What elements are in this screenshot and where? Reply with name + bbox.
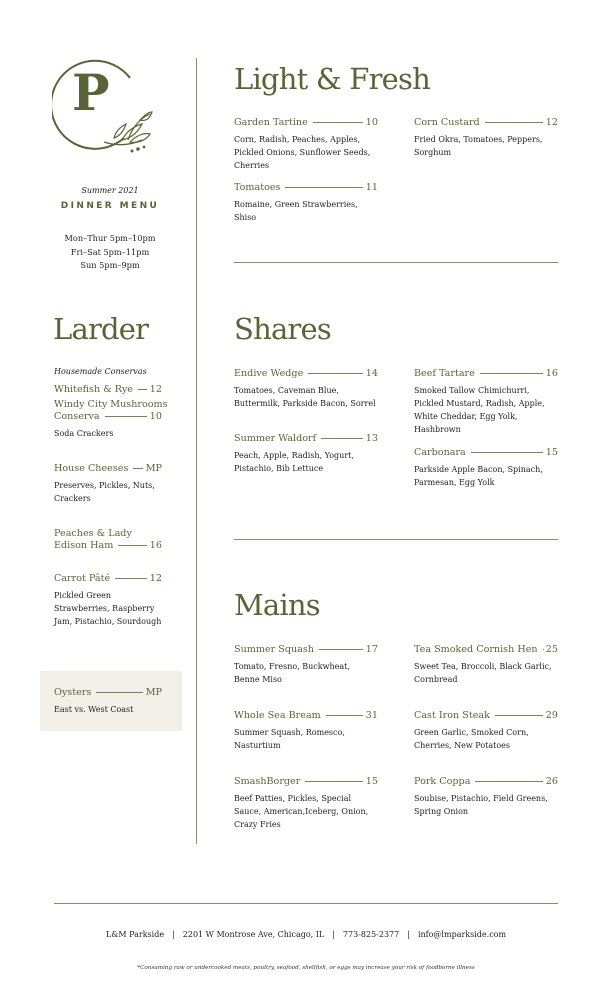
footer-separator: | [332, 930, 335, 939]
item-description: Soda Crackers [54, 429, 114, 438]
item-price: 17 [365, 644, 378, 655]
item-description: Tomatoes, Caveman Blue, Buttermilk, Parkside Bacon, Sorrel [234, 386, 376, 408]
item-name: Peaches & Lady [54, 528, 132, 539]
item-name: Tea Smoked Cornish Hen [414, 644, 538, 655]
menu-item [414, 776, 558, 818]
section-title-mains: Mains [234, 588, 320, 622]
item-name: Windy City Mushrooms [54, 399, 168, 410]
item-name: Cast Iron Steak [414, 710, 490, 721]
item-price: 13 [365, 433, 378, 444]
leader-line [285, 187, 362, 188]
leader-line [480, 373, 543, 374]
item-description: Green Garlic, Smoked Corn, Cherries, New Potatoes [414, 728, 529, 750]
leader-line [115, 578, 147, 579]
item-price: 11 [365, 182, 378, 193]
leader-line [133, 468, 142, 469]
item-name: Endive Wedge [234, 368, 304, 379]
item-price: 16 [149, 540, 162, 551]
item-description: Summer Squash, Romesco, Nasturtium [234, 728, 345, 750]
footer-separator: | [172, 930, 175, 939]
menu-item [54, 687, 162, 716]
item-price: 15 [365, 776, 378, 787]
item-description: Fried Okra, Tomatoes, Peppers, Sorghum [414, 135, 543, 157]
menu-item [54, 573, 162, 628]
item-description: Beef Patties, Pickles, Special Sauce, American,Iceberg, Onion, Crazy Fries [234, 794, 369, 829]
leader-line [495, 715, 543, 716]
item-price: 14 [365, 368, 378, 379]
item-description: Parkside Apple Bacon, Spinach, Parmesan, Egg Yolk [414, 465, 543, 487]
item-description: Romaine, Green Strawberries, Shiso [234, 200, 358, 222]
item-price: 25 [545, 644, 558, 655]
footer-contact [40, 930, 572, 939]
leader-line [319, 649, 363, 650]
item-description: Pickled Green Strawberries, Raspberry Jam, Pistachio, Sourdough [54, 591, 162, 626]
item-description: Tomato, Fresno, Buckwheat, Benne Miso [234, 662, 350, 684]
menu-item [234, 182, 378, 224]
leader-line [471, 452, 543, 453]
item-name: Beef Tartare [414, 368, 475, 379]
item-name: Corn Custard [414, 117, 480, 128]
section-divider [234, 539, 558, 540]
leader-line [138, 389, 147, 390]
item-name: Edison Ham [54, 540, 114, 551]
section-title-larder: Larder [53, 312, 149, 346]
item-description: Smoked Tallow Chimichurri, Pickled Mustard, Radish, Apple, White Cheddar, Egg Yolk, Hashbrown [414, 386, 545, 434]
item-price: MP [145, 463, 162, 474]
leader-line [321, 438, 363, 439]
item-description: Corn, Radish, Peaches, Apples, Pickled Onions, Sunflower Seeds, Cherries [234, 135, 371, 170]
restaurant-email: info@lmparkside.com [417, 930, 507, 939]
menu-title: DINNER MENU [60, 201, 160, 211]
menu-item [414, 447, 558, 489]
footer-divider [54, 903, 558, 904]
leader-line [326, 715, 363, 716]
item-price: 15 [545, 447, 558, 458]
item-price: 12 [545, 117, 558, 128]
leader-line [485, 122, 543, 123]
item-description: Peach, Apple, Radish, Yogurt, Pistachio, Bib Lettuce [234, 451, 354, 473]
menu-item [234, 433, 378, 475]
item-name: SmashBorger [234, 776, 301, 787]
section-title-shares: Shares [234, 312, 331, 346]
item-name: Pork Coppa [414, 776, 471, 787]
item-name: Summer Squash [234, 644, 314, 655]
vertical-divider [196, 58, 197, 844]
menu-item [414, 368, 558, 436]
item-description: Sweet Tea, Broccoli, Black Garlic, Cornbread [414, 662, 552, 684]
menu-item [234, 117, 378, 172]
item-price: 26 [545, 776, 558, 787]
menu-item [414, 710, 558, 752]
item-price: 31 [365, 710, 378, 721]
item-name: Oysters [54, 687, 92, 698]
leader-line [313, 122, 363, 123]
item-price: 12 [149, 384, 162, 395]
menu-item [234, 710, 378, 752]
menu-item [54, 399, 168, 440]
menu-item [234, 776, 378, 831]
section-divider [234, 262, 558, 263]
item-name: Conserva [54, 411, 100, 422]
leader-line [475, 781, 542, 782]
menu-item [414, 117, 558, 159]
restaurant-address: 2201 W Montrose Ave, Chicago, IL [182, 930, 325, 939]
item-name: Carbonara [414, 447, 466, 458]
season-label: Summer 2021 [81, 186, 139, 195]
item-description: Soubise, Pistachio, Field Greens, Spring Onion [414, 794, 548, 816]
item-name: Garden Tartine [234, 117, 308, 128]
item-name: Carrot Pâté [54, 573, 111, 584]
item-price: MP [145, 687, 162, 698]
leader-line [96, 692, 142, 693]
menu-item [234, 644, 378, 686]
menu-item [54, 528, 162, 551]
menu-item [414, 644, 558, 686]
leader-line [308, 373, 363, 374]
restaurant-logo [52, 54, 156, 164]
footer-separator: | [407, 930, 410, 939]
restaurant-name: L&M Parkside [105, 930, 165, 939]
item-name: Tomatoes [234, 182, 281, 193]
item-price: 10 [365, 117, 378, 128]
item-description: East vs. West Coast [54, 705, 134, 714]
menu-item [54, 384, 162, 395]
leader-line [105, 416, 147, 417]
leader-line [118, 545, 146, 546]
menu-item [54, 463, 162, 505]
item-price: 29 [545, 710, 558, 721]
item-description: Preserves, Pickles, Nuts, Crackers [54, 481, 155, 503]
section-title-light-fresh: Light & Fresh [234, 62, 430, 96]
leader-line [305, 781, 362, 782]
larder-subtitle: Housemade Conservas [54, 367, 147, 376]
item-name: Whole Sea Bream [234, 710, 321, 721]
opening-hours [40, 232, 180, 273]
restaurant-phone: 773-825-2377 [342, 930, 400, 939]
logo-letter: P [72, 63, 110, 122]
item-name: Whitefish & Rye [54, 384, 133, 395]
item-price: 16 [545, 368, 558, 379]
item-price: 10 [149, 411, 162, 422]
food-safety-disclaimer: *Consuming raw or undercooked meats, poultry, seafood, shellfish, or eggs may increase your risk of foodborne illness [137, 965, 475, 971]
item-name: Summer Waldorf [234, 433, 317, 444]
hours-line: Mon–Thur 5pm–10pm [64, 233, 156, 243]
item-name: House Cheeses [54, 463, 129, 474]
item-price: 12 [149, 573, 162, 584]
hours-line: Fri–Sat 5pm–11pm [70, 246, 150, 257]
menu-item [234, 368, 378, 410]
hours-line: Sun 5pm–9pm [80, 260, 140, 270]
